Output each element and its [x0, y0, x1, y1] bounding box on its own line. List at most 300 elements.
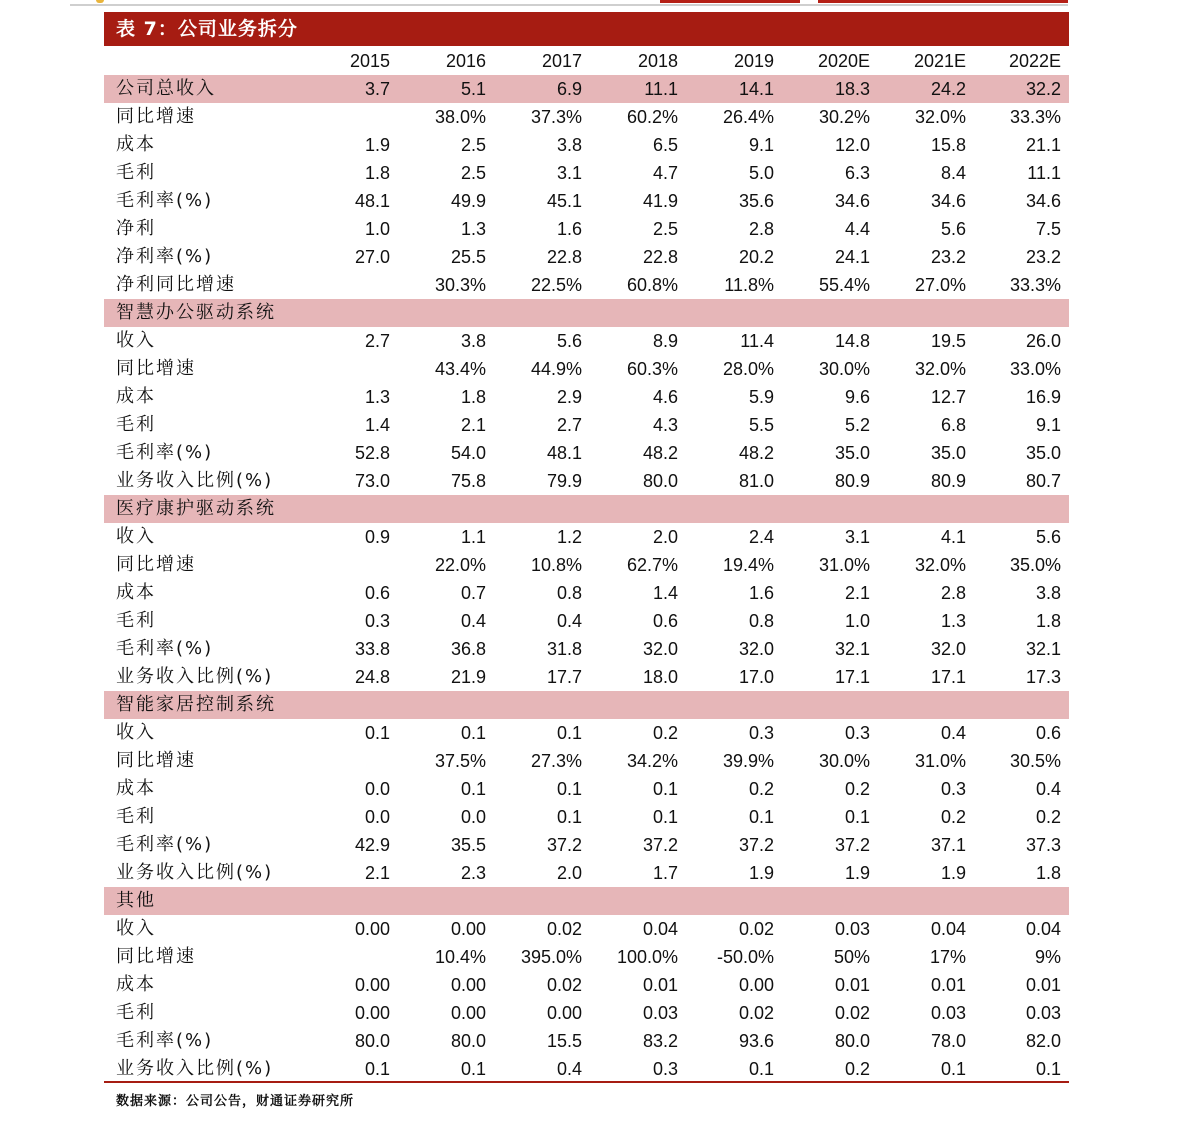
value-cell: 2.7 [556, 415, 582, 435]
value-cell: 26.0 [1025, 331, 1061, 351]
value-cell: 8.9 [652, 331, 678, 351]
value-cell: 0.1 [748, 807, 774, 827]
value-cell: 39.9% [722, 751, 774, 771]
value-cell: 31.8 [546, 639, 582, 659]
value-cell: 6.3 [844, 163, 870, 183]
table-row [104, 943, 1069, 971]
value-cell: 0.03 [1025, 1003, 1061, 1023]
value-cell: 41.9 [642, 191, 678, 211]
value-cell: 80.0 [450, 1031, 486, 1051]
value-cell: 75.8 [450, 471, 486, 491]
value-cell: 55.4% [818, 275, 870, 295]
value-cell: 0.6 [652, 611, 678, 631]
value-cell: 80.9 [834, 471, 870, 491]
value-cell [974, 887, 1069, 915]
row-label: 智慧办公驱动系统 [104, 299, 302, 327]
value-cell: 3.8 [556, 135, 582, 155]
value-cell: 0.3 [748, 723, 774, 743]
table-row [104, 411, 1069, 439]
value-cell: 30.0% [818, 359, 870, 379]
value-cell: 19.4% [722, 555, 774, 575]
value-cell: 49.9 [450, 191, 486, 211]
value-cell: 0.01 [834, 975, 870, 995]
table-bottom-rule [104, 1081, 1069, 1083]
value-cell: 3.1 [844, 527, 870, 547]
value-cell: 18.3 [782, 75, 878, 103]
table-row [104, 663, 1069, 691]
row-label: 业务收入比例(%) [116, 470, 274, 491]
value-cell: 27.3% [530, 751, 582, 771]
value-cell: 3.1 [556, 163, 582, 183]
value-cell: 0.1 [460, 1059, 486, 1079]
value-cell: 0.02 [546, 919, 582, 939]
value-cell: 5.6 [1035, 527, 1061, 547]
value-cell: 48.1 [546, 443, 582, 463]
table-row [104, 523, 1069, 551]
value-cell: 10.4% [434, 947, 486, 967]
value-cell: 33.3% [1009, 275, 1061, 295]
value-cell: 37.2 [642, 835, 678, 855]
value-cell: 4.3 [652, 415, 678, 435]
table-row [104, 243, 1069, 271]
value-cell: 100.0% [616, 947, 678, 967]
value-cell: 0.0 [460, 807, 486, 827]
value-cell: 2.1 [364, 863, 390, 883]
value-cell: 80.7 [1025, 471, 1061, 491]
value-cell: 37.3% [530, 107, 582, 127]
value-cell: 34.6 [930, 191, 966, 211]
value-cell [974, 691, 1069, 719]
value-cell: 31.0% [818, 555, 870, 575]
row-label: 同比增速 [116, 106, 196, 127]
value-cell: 32.0% [914, 359, 966, 379]
year-header: 2018 [637, 51, 678, 71]
value-cell: 35.5 [450, 835, 486, 855]
value-cell: 0.1 [556, 779, 582, 799]
value-cell: 5.2 [844, 415, 870, 435]
row-label: 同比增速 [116, 554, 196, 575]
value-cell: 5.0 [748, 163, 774, 183]
row-label: 成本 [116, 582, 156, 603]
value-cell: 28.0% [722, 359, 774, 379]
value-cell: 0.6 [364, 583, 390, 603]
value-cell: 83.2 [642, 1031, 678, 1051]
value-cell: 1.8 [1035, 863, 1061, 883]
table-row [104, 439, 1069, 467]
value-cell: 30.2% [818, 107, 870, 127]
section-row [104, 887, 1069, 915]
table-title: 表 7：公司业务拆分 [104, 12, 1069, 46]
header-accent-bar-right [818, 0, 1068, 3]
value-cell: 34.6 [1025, 191, 1061, 211]
value-cell: 5.6 [556, 331, 582, 351]
value-cell: 0.1 [460, 779, 486, 799]
value-cell: 48.2 [738, 443, 774, 463]
value-cell: 0.02 [546, 975, 582, 995]
table-row [104, 103, 1069, 131]
row-label: 成本 [116, 778, 156, 799]
value-cell: 0.2 [844, 779, 870, 799]
value-cell: 25.5 [450, 247, 486, 267]
value-cell [590, 299, 686, 327]
value-cell: 2.8 [748, 219, 774, 239]
value-cell: 1.8 [460, 387, 486, 407]
value-cell: 38.0% [434, 107, 486, 127]
value-cell: 6.9 [494, 75, 590, 103]
row-label: 毛利 [116, 162, 156, 183]
value-cell [494, 495, 590, 523]
value-cell: 9.1 [748, 135, 774, 155]
value-cell: 0.04 [642, 919, 678, 939]
value-cell: 0.4 [460, 611, 486, 631]
value-cell: 36.8 [450, 639, 486, 659]
value-cell: 17.0 [738, 667, 774, 687]
value-cell: 15.5 [546, 1031, 582, 1051]
value-cell [878, 495, 974, 523]
value-cell: 32.0% [914, 555, 966, 575]
value-cell: 35.6 [738, 191, 774, 211]
value-cell: 19.5 [930, 331, 966, 351]
value-cell: 9.1 [1035, 415, 1061, 435]
value-cell: 78.0 [930, 1031, 966, 1051]
value-cell: 0.1 [844, 807, 870, 827]
value-cell: 37.2 [738, 835, 774, 855]
row-label: 收入 [116, 330, 156, 351]
value-cell: 21.1 [1025, 135, 1061, 155]
value-cell [782, 495, 878, 523]
value-cell: 0.6 [1035, 723, 1061, 743]
row-label: 收入 [116, 918, 156, 939]
row-label: 成本 [116, 974, 156, 995]
value-cell: 50% [833, 947, 870, 967]
value-cell [398, 691, 494, 719]
value-cell [302, 943, 398, 971]
value-cell: 0.00 [450, 975, 486, 995]
value-cell: 0.0 [364, 807, 390, 827]
value-cell: 0.1 [364, 723, 390, 743]
table-row [104, 747, 1069, 775]
row-label: 毛利 [116, 610, 156, 631]
value-cell [686, 299, 782, 327]
value-cell: 0.00 [354, 919, 390, 939]
value-cell: 24.2 [878, 75, 974, 103]
value-cell: 0.4 [940, 723, 966, 743]
value-cell: 32.1 [1025, 639, 1061, 659]
value-cell [782, 691, 878, 719]
value-cell: 8.4 [940, 163, 966, 183]
value-cell: 17.7 [546, 667, 582, 687]
value-cell: 42.9 [354, 835, 390, 855]
year-header: 2017 [541, 51, 582, 71]
value-cell: 1.9 [364, 135, 390, 155]
value-cell [782, 887, 878, 915]
value-cell: 2.0 [652, 527, 678, 547]
value-cell: 4.1 [940, 527, 966, 547]
value-cell [686, 691, 782, 719]
value-cell [686, 495, 782, 523]
value-cell: 2.7 [364, 331, 390, 351]
value-cell: 5.9 [748, 387, 774, 407]
row-label: 毛利率(%) [116, 1030, 214, 1051]
value-cell: 34.6 [834, 191, 870, 211]
value-cell: 17.3 [1025, 667, 1061, 687]
value-cell: 44.9% [530, 359, 582, 379]
value-cell: 0.7 [460, 583, 486, 603]
row-label: 毛利 [116, 1002, 156, 1023]
value-cell: 1.6 [556, 219, 582, 239]
value-cell: 2.8 [940, 583, 966, 603]
value-cell: 20.2 [738, 247, 774, 267]
table-row [104, 775, 1069, 803]
value-cell: 1.2 [556, 527, 582, 547]
value-cell: 0.1 [652, 779, 678, 799]
value-cell: 32.0 [642, 639, 678, 659]
row-label: 净利同比增速 [116, 274, 236, 295]
header-accent-dot [96, 0, 104, 3]
value-cell: 80.0 [354, 1031, 390, 1051]
table-row [104, 1027, 1069, 1055]
row-label: 其他 [104, 887, 302, 915]
value-cell: 80.0 [642, 471, 678, 491]
value-cell: 0.1 [556, 723, 582, 743]
value-cell: 5.6 [940, 219, 966, 239]
value-cell: 0.8 [556, 583, 582, 603]
row-label: 毛利 [116, 414, 156, 435]
value-cell: 2.9 [556, 387, 582, 407]
section-row [104, 75, 1069, 103]
value-cell: 37.5% [434, 751, 486, 771]
value-cell: 14.8 [834, 331, 870, 351]
value-cell [398, 887, 494, 915]
table-row [104, 187, 1069, 215]
value-cell: 1.8 [1035, 611, 1061, 631]
value-cell [398, 299, 494, 327]
value-cell: 1.6 [748, 583, 774, 603]
value-cell: 17.1 [834, 667, 870, 687]
value-cell [302, 691, 398, 719]
value-cell: 30.3% [434, 275, 486, 295]
value-cell: 17.1 [930, 667, 966, 687]
row-label: 医疗康护驱动系统 [104, 495, 302, 523]
value-cell: 0.04 [1025, 919, 1061, 939]
value-cell [590, 887, 686, 915]
year-header: 2020E [817, 51, 870, 71]
value-cell: 0.1 [556, 807, 582, 827]
row-label: 毛利率(%) [116, 834, 214, 855]
value-cell: 34.2% [626, 751, 678, 771]
value-cell: 0.3 [652, 1059, 678, 1079]
value-cell: 0.02 [738, 1003, 774, 1023]
value-cell: 60.2% [626, 107, 678, 127]
value-cell: 35.0% [1009, 555, 1061, 575]
value-cell: 2.3 [460, 863, 486, 883]
year-header: 2015 [349, 51, 390, 71]
value-cell: 35.0 [1025, 443, 1061, 463]
value-cell [302, 887, 398, 915]
value-cell: 0.01 [930, 975, 966, 995]
value-cell: 0.3 [940, 779, 966, 799]
value-cell: 0.03 [834, 919, 870, 939]
value-cell [590, 495, 686, 523]
value-cell: 54.0 [450, 443, 486, 463]
value-cell [974, 299, 1069, 327]
value-cell [494, 887, 590, 915]
row-label: 同比增速 [116, 946, 196, 967]
value-cell: 12.0 [834, 135, 870, 155]
value-cell: 4.7 [652, 163, 678, 183]
value-cell: 0.02 [834, 1003, 870, 1023]
value-cell: 2.1 [844, 583, 870, 603]
value-cell: 1.7 [652, 863, 678, 883]
table-row [104, 607, 1069, 635]
value-cell: 22.8 [546, 247, 582, 267]
value-cell: -50.0% [716, 947, 774, 967]
header-accent-bar-left [660, 0, 800, 3]
value-cell: 21.9 [450, 667, 486, 687]
table-row [104, 1055, 1069, 1083]
year-header: 2021E [913, 51, 966, 71]
table-row [104, 635, 1069, 663]
value-cell: 0.1 [1035, 1059, 1061, 1079]
value-cell: 23.2 [930, 247, 966, 267]
row-label: 毛利率(%) [116, 638, 214, 659]
row-label: 业务收入比例(%) [116, 666, 274, 687]
value-cell: 2.0 [556, 863, 582, 883]
row-label: 收入 [116, 526, 156, 547]
value-cell: 0.4 [1035, 779, 1061, 799]
row-label: 公司总收入 [104, 75, 302, 103]
value-cell: 11.8% [724, 275, 774, 295]
table-row [104, 271, 1069, 299]
value-cell: 81.0 [738, 471, 774, 491]
value-cell: 60.3% [626, 359, 678, 379]
value-cell: 80.0 [834, 1031, 870, 1051]
value-cell: 60.8% [626, 275, 678, 295]
value-cell: 4.4 [844, 219, 870, 239]
value-cell: 0.00 [738, 975, 774, 995]
value-cell: 14.1 [686, 75, 782, 103]
value-cell: 0.4 [556, 611, 582, 631]
value-cell: 80.9 [930, 471, 966, 491]
business-breakdown-table [104, 47, 1069, 1083]
value-cell: 0.02 [738, 919, 774, 939]
value-cell: 7.5 [1035, 219, 1061, 239]
row-label: 净利 [116, 218, 156, 239]
value-cell: 73.0 [354, 471, 390, 491]
value-cell: 395.0% [520, 947, 582, 967]
value-cell: 1.4 [364, 415, 390, 435]
row-label: 收入 [116, 722, 156, 743]
value-cell: 9.6 [844, 387, 870, 407]
value-cell: 0.00 [354, 1003, 390, 1023]
value-cell: 1.8 [364, 163, 390, 183]
table-row [104, 131, 1069, 159]
row-label: 毛利率(%) [116, 190, 214, 211]
value-cell: 82.0 [1025, 1031, 1061, 1051]
value-cell: 24.1 [834, 247, 870, 267]
value-cell: 3.7 [302, 75, 398, 103]
table-row [104, 467, 1069, 495]
value-cell [302, 747, 398, 775]
value-cell: 33.3% [1009, 107, 1061, 127]
value-cell: 2.5 [460, 163, 486, 183]
value-cell: 0.9 [364, 527, 390, 547]
row-label: 净利率(%) [116, 246, 214, 267]
value-cell: 23.2 [1025, 247, 1061, 267]
year-header: 2019 [733, 51, 774, 71]
value-cell: 0.3 [364, 611, 390, 631]
value-cell: 26.4% [722, 107, 774, 127]
section-row [104, 299, 1069, 327]
table-body [104, 75, 1069, 1083]
value-cell: 1.3 [460, 219, 486, 239]
value-cell: 0.1 [460, 723, 486, 743]
value-cell [494, 299, 590, 327]
value-cell: 1.3 [940, 611, 966, 631]
value-cell: 0.0 [364, 779, 390, 799]
year-header: 2022E [1008, 51, 1061, 71]
table-row [104, 831, 1069, 859]
value-cell: 0.01 [642, 975, 678, 995]
value-cell: 0.03 [930, 1003, 966, 1023]
value-cell: 12.7 [930, 387, 966, 407]
value-cell: 0.03 [642, 1003, 678, 1023]
value-cell [878, 887, 974, 915]
table-row [104, 915, 1069, 943]
row-label: 业务收入比例(%) [116, 862, 274, 883]
row-label: 同比增速 [116, 750, 196, 771]
value-cell: 31.0% [914, 751, 966, 771]
value-cell: 22.8 [642, 247, 678, 267]
value-cell [782, 299, 878, 327]
row-label: 毛利率(%) [116, 442, 214, 463]
value-cell: 22.5% [530, 275, 582, 295]
value-cell: 0.00 [450, 919, 486, 939]
value-cell [302, 103, 398, 131]
value-cell: 33.0% [1009, 359, 1061, 379]
year-header-row [104, 47, 1069, 75]
value-cell: 32.0% [914, 107, 966, 127]
value-cell: 27.0 [354, 247, 390, 267]
section-row [104, 691, 1069, 719]
value-cell: 32.2 [974, 75, 1069, 103]
value-cell: 3.8 [1035, 583, 1061, 603]
value-cell: 0.3 [844, 723, 870, 743]
table-row [104, 803, 1069, 831]
value-cell: 0.2 [652, 723, 678, 743]
row-label: 成本 [116, 134, 156, 155]
row-label: 同比增速 [116, 358, 196, 379]
value-cell [974, 495, 1069, 523]
table-row [104, 999, 1069, 1027]
table-row [104, 859, 1069, 887]
row-label: 毛利 [116, 806, 156, 827]
value-cell: 48.1 [354, 191, 390, 211]
value-cell [878, 691, 974, 719]
value-cell: 30.0% [818, 751, 870, 771]
value-cell [878, 299, 974, 327]
table-row [104, 215, 1069, 243]
value-cell: 2.5 [460, 135, 486, 155]
value-cell [302, 299, 398, 327]
table-row [104, 971, 1069, 999]
header-rule [70, 4, 1068, 6]
value-cell: 0.4 [556, 1059, 582, 1079]
value-cell: 0.1 [940, 1059, 966, 1079]
header-label-cell [104, 47, 302, 75]
value-cell: 2.1 [460, 415, 486, 435]
value-cell: 52.8 [354, 443, 390, 463]
